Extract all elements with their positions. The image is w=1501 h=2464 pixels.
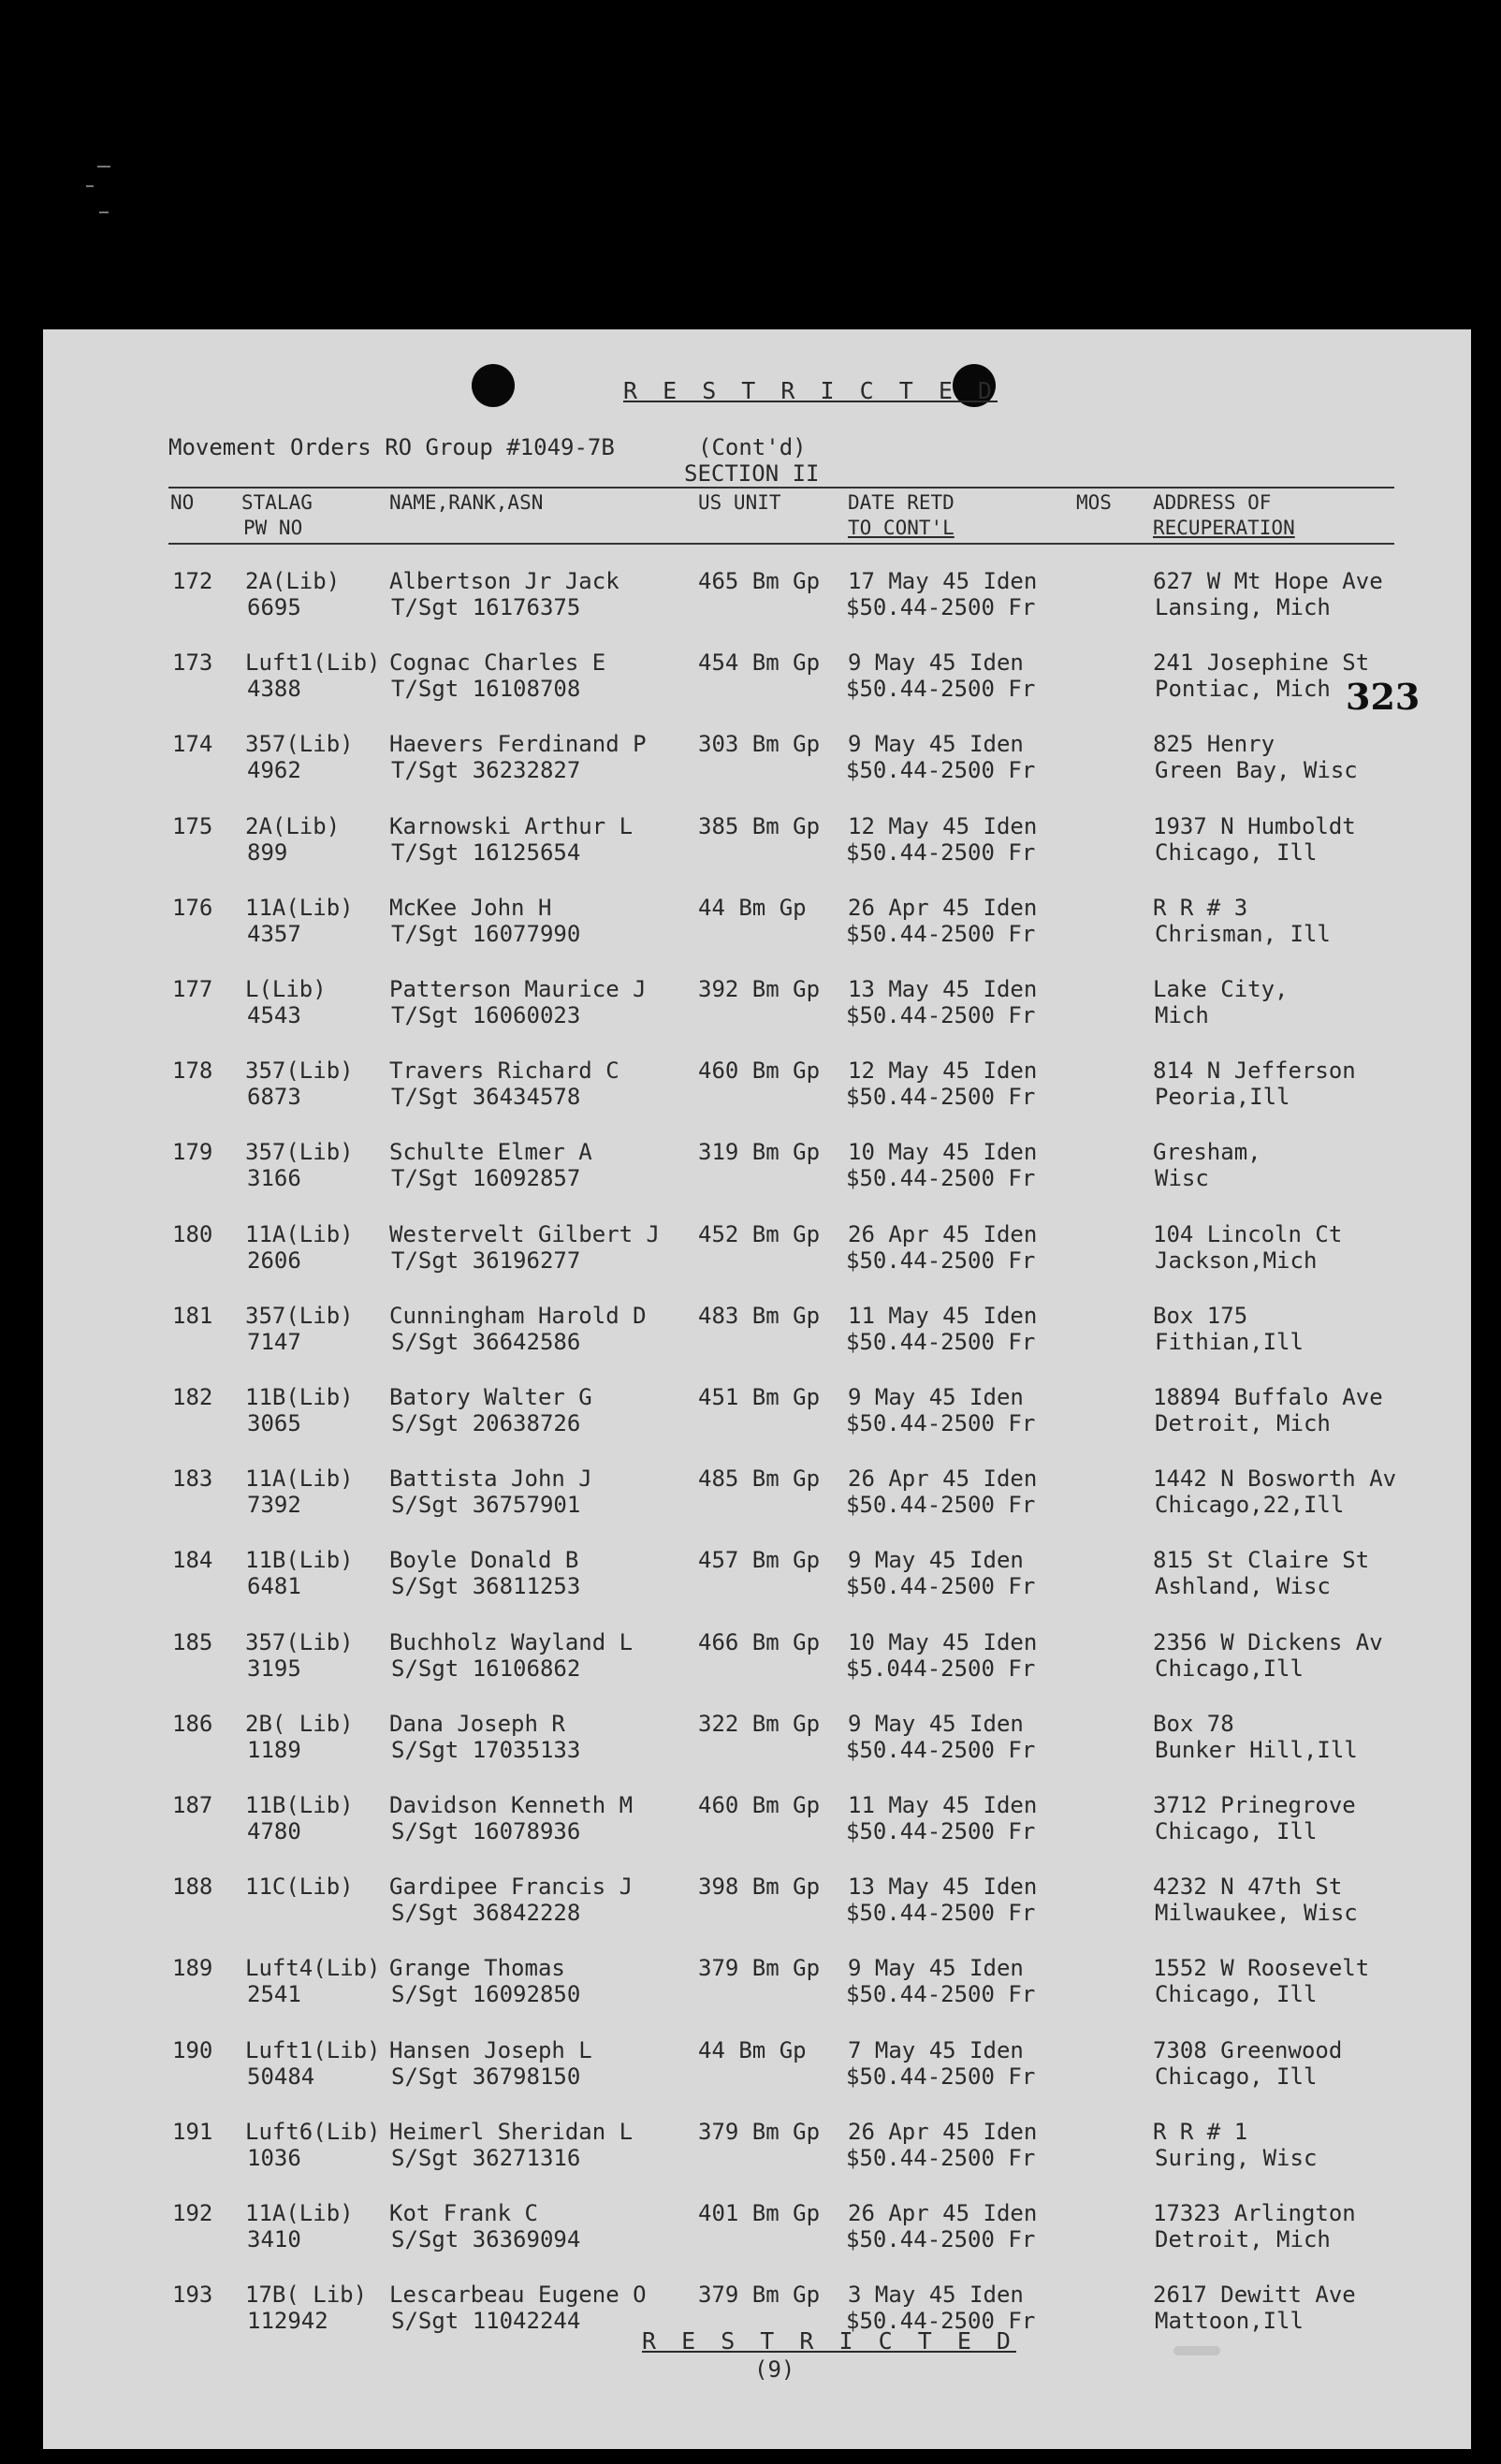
stalag-name: Luft6(Lib) xyxy=(245,2118,381,2145)
soldier-name: Travers Richard C xyxy=(389,1057,619,1085)
row-number: 174 xyxy=(172,731,213,758)
col-header-recuperation: RECUPERATION xyxy=(1153,517,1295,539)
table-row xyxy=(43,649,1471,732)
pw-number: 6481 xyxy=(247,1573,301,1600)
soldier-name: Boyle Donald B xyxy=(389,1547,579,1574)
pay-amount: $50.44-2500 Fr xyxy=(846,1247,1036,1274)
pay-amount: $50.44-2500 Fr xyxy=(846,676,1036,703)
pw-number: 7392 xyxy=(247,1492,301,1519)
stalag-name: L(Lib) xyxy=(245,976,327,1002)
address-line-2: Chicago,22,Ill xyxy=(1155,1492,1345,1519)
pw-number: 1036 xyxy=(247,2144,301,2171)
header-rule-top xyxy=(168,487,1394,488)
movement-orders-title: Movement Orders RO Group #1049-7B xyxy=(168,434,615,460)
rank-asn: S/Sgt 11042244 xyxy=(391,2308,581,2335)
return-date: 13 May 45 Iden xyxy=(848,976,1038,1002)
address-line-2: Pontiac, Mich xyxy=(1155,676,1331,703)
pay-amount: $50.44-2500 Fr xyxy=(846,1410,1036,1436)
table-row xyxy=(43,1384,1471,1466)
us-unit: 460 Bm Gp xyxy=(698,1792,821,1818)
rank-asn: S/Sgt 36271316 xyxy=(391,2144,581,2171)
col-header-mos: MOS xyxy=(1076,491,1112,514)
pay-amount: $50.44-2500 Fr xyxy=(846,594,1036,620)
address-line-1: 2356 W Dickens Av xyxy=(1153,1628,1383,1655)
row-number: 177 xyxy=(172,976,213,1002)
col-header-date: DATE RETD xyxy=(848,491,955,514)
row-number: 184 xyxy=(172,1547,213,1574)
soldier-name: Patterson Maurice J xyxy=(389,976,647,1002)
address-line-1: 4232 N 47th St xyxy=(1153,1874,1343,1901)
pay-amount: $50.44-2500 Fr xyxy=(846,757,1036,784)
soldier-name: Hansen Joseph L xyxy=(389,2036,592,2063)
continued-label: (Cont'd) xyxy=(698,434,807,460)
soldier-name: Westervelt Gilbert J xyxy=(389,1220,660,1247)
pw-number: 3166 xyxy=(247,1165,301,1192)
rank-asn: S/Sgt 36798150 xyxy=(391,2063,581,2090)
address-line-1: 17323 Arlington xyxy=(1153,2200,1356,2226)
pw-number: 50484 xyxy=(247,2063,315,2090)
address-line-2: Chicago, Ill xyxy=(1155,1818,1318,1844)
address-line-2: Peoria,Ill xyxy=(1155,1084,1290,1111)
stalag-name: 11A(Lib) xyxy=(245,1220,354,1247)
rank-asn: S/Sgt 17035133 xyxy=(391,1736,581,1763)
us-unit: 465 Bm Gp xyxy=(698,568,821,594)
address-line-2: Fithian,Ill xyxy=(1155,1328,1304,1355)
pw-number: 3195 xyxy=(247,1655,301,1682)
address-line-2: Ashland, Wisc xyxy=(1155,1573,1331,1600)
pw-number: 899 xyxy=(247,838,288,866)
table-row xyxy=(43,1955,1471,2037)
pw-number: 4780 xyxy=(247,1818,301,1844)
pw-number: 4388 xyxy=(247,676,301,703)
row-number: 172 xyxy=(172,568,213,594)
pay-amount: $50.44-2500 Fr xyxy=(846,1981,1036,2008)
soldier-name: Albertson Jr Jack xyxy=(389,568,619,594)
rank-asn: T/Sgt 16060023 xyxy=(391,1002,581,1028)
row-number: 176 xyxy=(172,894,213,921)
return-date: 9 May 45 Iden xyxy=(848,1384,1024,1410)
stalag-name: 357(Lib) xyxy=(245,1302,354,1329)
return-date: 9 May 45 Iden xyxy=(848,731,1024,758)
pay-amount: $50.44-2500 Fr xyxy=(846,1818,1036,1844)
address-line-2: Chicago,Ill xyxy=(1155,1655,1304,1682)
return-date: 9 May 45 Iden xyxy=(848,1710,1024,1737)
stalag-name: 11C(Lib) xyxy=(245,1874,354,1901)
table-row xyxy=(43,1874,1471,1956)
return-date: 10 May 45 Iden xyxy=(848,1139,1038,1166)
address-line-1: 1552 W Roosevelt xyxy=(1153,1955,1370,1982)
film-speck xyxy=(99,211,109,213)
return-date: 26 Apr 45 Iden xyxy=(848,2118,1038,2145)
film-speck xyxy=(86,185,94,187)
address-line-2: Chrisman, Ill xyxy=(1155,920,1331,947)
table-row xyxy=(43,1547,1471,1629)
stalag-name: 357(Lib) xyxy=(245,731,354,758)
us-unit: 485 Bm Gp xyxy=(698,1465,821,1493)
pw-number: 6695 xyxy=(247,594,301,620)
pay-amount: $50.44-2500 Fr xyxy=(846,1492,1036,1519)
row-number: 181 xyxy=(172,1302,213,1329)
table-row xyxy=(43,1792,1471,1874)
table-row xyxy=(43,813,1471,896)
soldier-name: Heimerl Sheridan L xyxy=(389,2118,634,2145)
pw-number: 3065 xyxy=(247,1410,301,1436)
row-number: 175 xyxy=(172,812,213,839)
pw-number: 1189 xyxy=(247,1736,301,1763)
address-line-1: Box 175 xyxy=(1153,1302,1248,1329)
address-line-2: Detroit, Mich xyxy=(1155,1410,1331,1436)
us-unit: 44 Bm Gp xyxy=(698,894,807,921)
pw-number: 2606 xyxy=(247,1247,301,1274)
return-date: 10 May 45 Iden xyxy=(848,1628,1038,1655)
us-unit: 483 Bm Gp xyxy=(698,1302,821,1329)
address-line-2: Mich xyxy=(1155,1002,1209,1028)
stalag-name: 2A(Lib) xyxy=(245,812,341,839)
address-line-2: Suring, Wisc xyxy=(1155,2144,1318,2171)
page-stamp: 323 xyxy=(1346,676,1421,718)
restricted-header: R E S T R I C T E D xyxy=(623,377,998,404)
return-date: 9 May 45 Iden xyxy=(848,1955,1024,1982)
stalag-name: 11B(Lib) xyxy=(245,1384,354,1410)
us-unit: 398 Bm Gp xyxy=(698,1874,821,1901)
address-line-1: Lake City, xyxy=(1153,976,1289,1002)
rank-asn: T/Sgt 36232827 xyxy=(391,757,581,784)
return-date: 12 May 45 Iden xyxy=(848,1057,1038,1085)
address-line-1: R R # 1 xyxy=(1153,2118,1248,2145)
pay-amount: $50.44-2500 Fr xyxy=(846,920,1036,947)
rank-asn: S/Sgt 36642586 xyxy=(391,1328,581,1355)
soldier-name: Lescarbeau Eugene O xyxy=(389,2282,647,2309)
us-unit: 457 Bm Gp xyxy=(698,1547,821,1574)
col-header-stalag: STALAG xyxy=(241,491,313,514)
pw-number: 4962 xyxy=(247,757,301,784)
us-unit: 379 Bm Gp xyxy=(698,2282,821,2309)
pay-amount: $50.44-2500 Fr xyxy=(846,838,1036,866)
stalag-name: Luft1(Lib) xyxy=(245,649,381,677)
return-date: 3 May 45 Iden xyxy=(848,2282,1024,2309)
table-row xyxy=(43,895,1471,977)
soldier-name: Dana Joseph R xyxy=(389,1710,565,1737)
stalag-name: 11A(Lib) xyxy=(245,1465,354,1493)
address-line-1: 18894 Buffalo Ave xyxy=(1153,1384,1383,1410)
us-unit: 319 Bm Gp xyxy=(698,1139,821,1166)
soldier-name: Davidson Kenneth M xyxy=(389,1792,634,1818)
pw-number: 4357 xyxy=(247,920,301,947)
return-date: 17 May 45 Iden xyxy=(848,568,1038,594)
rank-asn: T/Sgt 36434578 xyxy=(391,1084,581,1111)
row-number: 193 xyxy=(172,2282,213,2309)
stalag-name: 11A(Lib) xyxy=(245,2200,354,2226)
table-row xyxy=(43,1303,1471,1385)
pw-number: 2541 xyxy=(247,1981,301,2008)
restricted-footer: R E S T R I C T E D xyxy=(642,2327,1016,2355)
us-unit: 401 Bm Gp xyxy=(698,2200,821,2226)
row-number: 180 xyxy=(172,1220,213,1247)
us-unit: 460 Bm Gp xyxy=(698,1057,821,1085)
address-line-2: Bunker Hill,Ill xyxy=(1155,1736,1358,1763)
stalag-name: Luft4(Lib) xyxy=(245,1955,381,1982)
paper-smudge xyxy=(1173,2346,1220,2355)
table-row xyxy=(43,1629,1471,1712)
pay-amount: $50.44-2500 Fr xyxy=(846,1002,1036,1028)
rank-asn: S/Sgt 16078936 xyxy=(391,1818,581,1844)
stalag-name: 2A(Lib) xyxy=(245,568,341,594)
col-header-us-unit: US UNIT xyxy=(698,491,781,514)
soldier-name: Schulte Elmer A xyxy=(389,1139,592,1166)
col-header-address: ADDRESS OF xyxy=(1153,491,1272,514)
rank-asn: S/Sgt 16106862 xyxy=(391,1655,581,1682)
us-unit: 303 Bm Gp xyxy=(698,731,821,758)
stalag-name: 2B( Lib) xyxy=(245,1710,354,1737)
pay-amount: $50.44-2500 Fr xyxy=(846,1900,1036,1927)
pay-amount: $50.44-2500 Fr xyxy=(846,1573,1036,1600)
rank-asn: S/Sgt 20638726 xyxy=(391,1410,581,1436)
address-line-1: Box 78 xyxy=(1153,1710,1234,1737)
address-line-1: 3712 Prinegrove xyxy=(1153,1792,1356,1818)
col-header-pw-no: PW NO xyxy=(243,517,303,539)
row-number: 191 xyxy=(172,2118,213,2145)
soldier-name: Karnowski Arthur L xyxy=(389,812,634,839)
soldier-name: Cunningham Harold D xyxy=(389,1302,647,1329)
header-rule-bottom xyxy=(168,543,1394,545)
rank-asn: S/Sgt 36757901 xyxy=(391,1492,581,1519)
stalag-name: 11A(Lib) xyxy=(245,894,354,921)
us-unit: 379 Bm Gp xyxy=(698,1955,821,1982)
pay-amount: $50.44-2500 Fr xyxy=(846,2063,1036,2090)
row-number: 189 xyxy=(172,1955,213,1982)
us-unit: 322 Bm Gp xyxy=(698,1710,821,1737)
table-row xyxy=(43,1465,1471,1548)
pw-number: 3410 xyxy=(247,2226,301,2253)
pw-number: 112942 xyxy=(247,2308,328,2335)
stalag-name: 357(Lib) xyxy=(245,1057,354,1085)
return-date: 26 Apr 45 Iden xyxy=(848,2200,1038,2226)
pay-amount: $50.44-2500 Fr xyxy=(846,2308,1036,2335)
soldier-name: Grange Thomas xyxy=(389,1955,565,1982)
address-line-2: Lansing, Mich xyxy=(1155,594,1331,620)
return-date: 11 May 45 Iden xyxy=(848,1792,1038,1818)
row-number: 182 xyxy=(172,1384,213,1410)
address-line-1: 627 W Mt Hope Ave xyxy=(1153,568,1383,594)
address-line-1: 1442 N Bosworth Av xyxy=(1153,1465,1397,1493)
address-line-2: Milwaukee, Wisc xyxy=(1155,1900,1358,1927)
us-unit: 385 Bm Gp xyxy=(698,812,821,839)
return-date: 11 May 45 Iden xyxy=(848,1302,1038,1329)
address-line-1: 814 N Jefferson xyxy=(1153,1057,1356,1085)
address-line-1: 2617 Dewitt Ave xyxy=(1153,2282,1356,2309)
address-line-1: R R # 3 xyxy=(1153,894,1248,921)
row-number: 173 xyxy=(172,649,213,677)
us-unit: 44 Bm Gp xyxy=(698,2036,807,2063)
page-number: (9) xyxy=(754,2356,795,2383)
address-line-2: Chicago, Ill xyxy=(1155,2063,1318,2090)
row-number: 183 xyxy=(172,1465,213,1493)
rank-asn: S/Sgt 36842228 xyxy=(391,1900,581,1927)
table-row xyxy=(43,1221,1471,1304)
pay-amount: $50.44-2500 Fr xyxy=(846,2144,1036,2171)
col-header-no: NO xyxy=(170,491,195,514)
return-date: 12 May 45 Iden xyxy=(848,812,1038,839)
us-unit: 466 Bm Gp xyxy=(698,1628,821,1655)
stalag-name: 357(Lib) xyxy=(245,1139,354,1166)
soldier-name: Batory Walter G xyxy=(389,1384,592,1410)
table-row xyxy=(43,568,1471,650)
address-line-2: Green Bay, Wisc xyxy=(1155,757,1358,784)
stalag-name: 357(Lib) xyxy=(245,1628,354,1655)
soldier-name: Cognac Charles E xyxy=(389,649,606,677)
row-number: 192 xyxy=(172,2200,213,2226)
table-row xyxy=(43,2119,1471,2201)
rank-asn: S/Sgt 36811253 xyxy=(391,1573,581,1600)
address-line-2: Detroit, Mich xyxy=(1155,2226,1331,2253)
col-header-date-cont: TO CONT'L xyxy=(848,517,955,539)
address-line-2: Jackson,Mich xyxy=(1155,1247,1318,1274)
pay-amount: $50.44-2500 Fr xyxy=(846,1165,1036,1192)
row-number: 188 xyxy=(172,1874,213,1901)
soldier-name: McKee John H xyxy=(389,894,552,921)
stalag-name: 17B( Lib) xyxy=(245,2282,368,2309)
document-page xyxy=(43,329,1471,2449)
address-line-1: 815 St Claire St xyxy=(1153,1547,1370,1574)
row-number: 185 xyxy=(172,1628,213,1655)
pw-number: 4543 xyxy=(247,1002,301,1028)
return-date: 13 May 45 Iden xyxy=(848,1874,1038,1901)
pay-amount: $50.44-2500 Fr xyxy=(846,1736,1036,1763)
rank-asn: T/Sgt 16092857 xyxy=(391,1165,581,1192)
us-unit: 452 Bm Gp xyxy=(698,1220,821,1247)
rank-asn: T/Sgt 16176375 xyxy=(391,594,581,620)
return-date: 26 Apr 45 Iden xyxy=(848,1465,1038,1493)
address-line-1: 7308 Greenwood xyxy=(1153,2036,1343,2063)
rank-asn: T/Sgt 16108708 xyxy=(391,676,581,703)
row-number: 179 xyxy=(172,1139,213,1166)
address-line-1: Gresham, xyxy=(1153,1139,1261,1166)
rank-asn: T/Sgt 36196277 xyxy=(391,1247,581,1274)
address-line-1: 241 Josephine St xyxy=(1153,649,1370,677)
stalag-name: 11B(Lib) xyxy=(245,1547,354,1574)
row-number: 190 xyxy=(172,2036,213,2063)
table-row xyxy=(43,1139,1471,1221)
soldier-name: Battista John J xyxy=(389,1465,592,1493)
rank-asn: T/Sgt 16125654 xyxy=(391,838,581,866)
section-label: SECTION II xyxy=(684,460,820,487)
table-row xyxy=(43,731,1471,813)
film-speck xyxy=(97,166,110,168)
return-date: 7 May 45 Iden xyxy=(848,2036,1024,2063)
address-line-2: Wisc xyxy=(1155,1165,1209,1192)
pay-amount: $50.44-2500 Fr xyxy=(846,1084,1036,1111)
col-header-name-rank: NAME,RANK,ASN xyxy=(389,491,544,514)
rank-asn: T/Sgt 16077990 xyxy=(391,920,581,947)
soldier-name: Haevers Ferdinand P xyxy=(389,731,647,758)
pay-amount: $50.44-2500 Fr xyxy=(846,1328,1036,1355)
address-line-1: 104 Lincoln Ct xyxy=(1153,1220,1343,1247)
pw-number: 6873 xyxy=(247,1084,301,1111)
address-line-2: Mattoon,Ill xyxy=(1155,2308,1304,2335)
return-date: 9 May 45 Iden xyxy=(848,1547,1024,1574)
address-line-1: 1937 N Humboldt xyxy=(1153,812,1356,839)
soldier-name: Buchholz Wayland L xyxy=(389,1628,634,1655)
soldier-name: Gardipee Francis J xyxy=(389,1874,634,1901)
table-row xyxy=(43,1711,1471,1793)
table-row xyxy=(43,976,1471,1058)
rank-asn: S/Sgt 16092850 xyxy=(391,1981,581,2008)
return-date: 26 Apr 45 Iden xyxy=(848,1220,1038,1247)
table-row xyxy=(43,2200,1471,2282)
punch-hole-left xyxy=(472,364,515,407)
us-unit: 454 Bm Gp xyxy=(698,649,821,677)
stalag-name: Luft1(Lib) xyxy=(245,2036,381,2063)
table-row xyxy=(43,2037,1471,2120)
us-unit: 392 Bm Gp xyxy=(698,976,821,1002)
row-number: 187 xyxy=(172,1792,213,1818)
row-number: 178 xyxy=(172,1057,213,1085)
address-line-2: Chicago, Ill xyxy=(1155,838,1318,866)
return-date: 26 Apr 45 Iden xyxy=(848,894,1038,921)
row-number: 186 xyxy=(172,1710,213,1737)
address-line-1: 825 Henry xyxy=(1153,731,1275,758)
return-date: 9 May 45 Iden xyxy=(848,649,1024,677)
stalag-name: 11B(Lib) xyxy=(245,1792,354,1818)
address-line-2: Chicago, Ill xyxy=(1155,1981,1318,2008)
us-unit: 451 Bm Gp xyxy=(698,1384,821,1410)
rank-asn: S/Sgt 36369094 xyxy=(391,2226,581,2253)
pay-amount: $5.044-2500 Fr xyxy=(846,1655,1036,1682)
table-row xyxy=(43,1057,1471,1140)
soldier-name: Kot Frank C xyxy=(389,2200,538,2226)
pay-amount: $50.44-2500 Fr xyxy=(846,2226,1036,2253)
us-unit: 379 Bm Gp xyxy=(698,2118,821,2145)
pw-number: 7147 xyxy=(247,1328,301,1355)
